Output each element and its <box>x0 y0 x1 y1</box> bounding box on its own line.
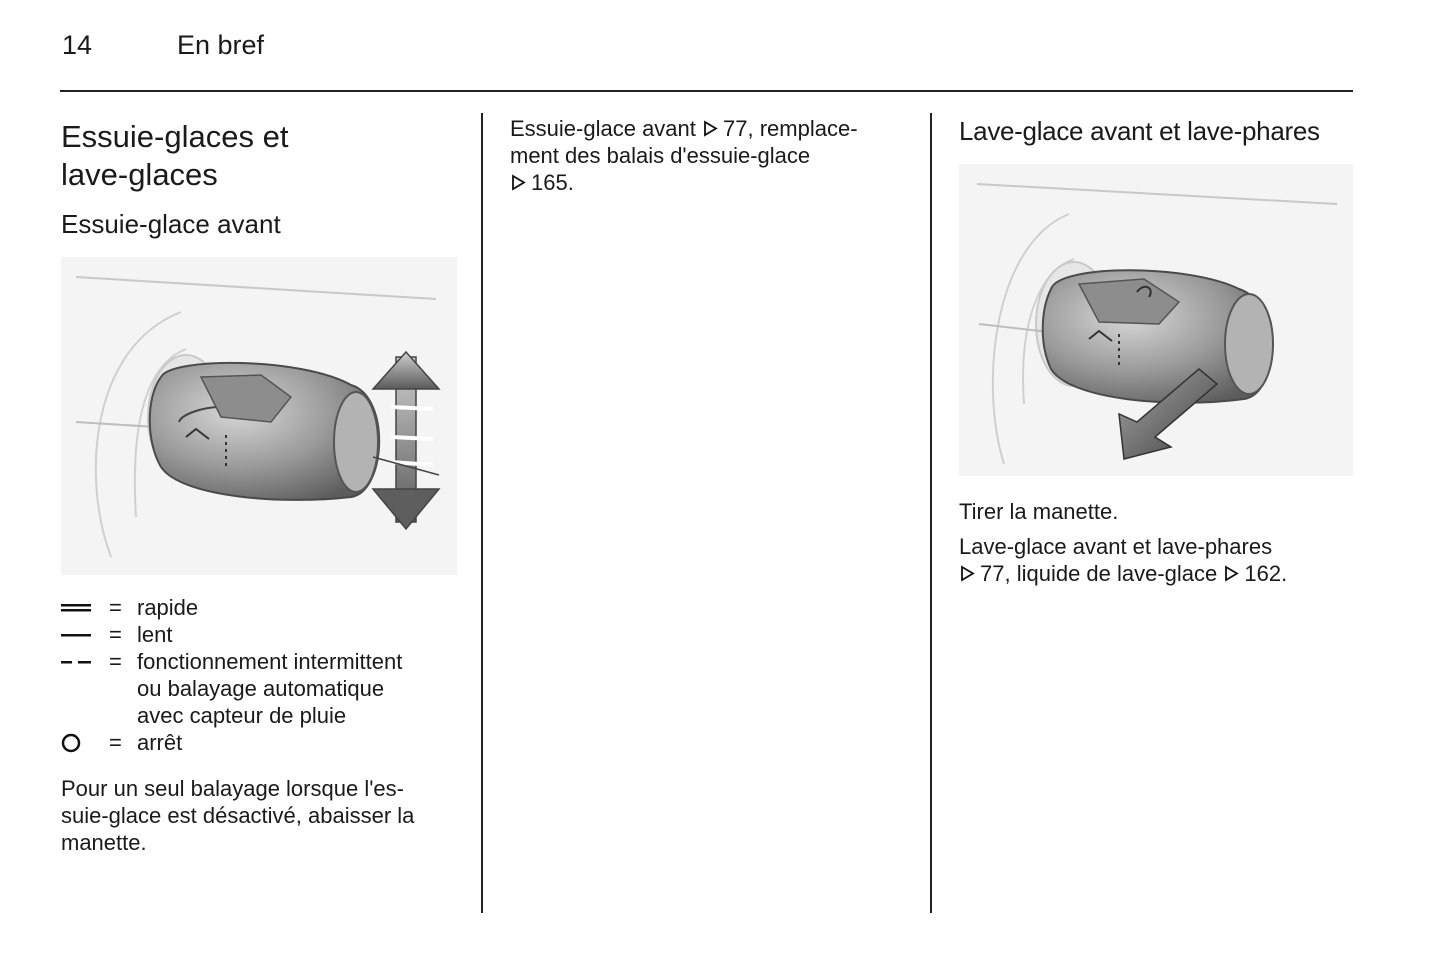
legend-text: ou balayage automatique <box>137 676 385 701</box>
legend-text: avec capteur de pluie <box>137 703 347 728</box>
column-references <box>510 113 910 196</box>
reference-line: Lave-glace avant et lave-phares <box>959 534 1273 559</box>
legend-equals: = <box>109 730 122 755</box>
reference-text: Essuie-glace avant <box>510 116 696 141</box>
page-reference-arrow-icon <box>702 120 719 137</box>
header-rule <box>60 90 1353 92</box>
legend-text: rapide <box>137 595 199 620</box>
reference-link[interactable]: 77, liquide de lave-glace <box>980 561 1218 586</box>
section-title <box>61 118 461 194</box>
reference-paragraph <box>510 115 910 196</box>
legend-row-arret <box>61 729 461 756</box>
paragraph-line: Pour un seul balayage lorsque l'es- <box>61 776 404 801</box>
washer-stalk-figure <box>959 164 1353 476</box>
reference-link[interactable]: 162. <box>1244 561 1288 586</box>
subsection-title: Essuie-glace avant <box>61 209 281 239</box>
legend-text: lent <box>137 622 173 647</box>
dashed-line-icon <box>61 648 95 675</box>
legend-equals: = <box>109 622 122 647</box>
page-reference-arrow-icon <box>959 565 976 582</box>
legend-row-rapide <box>61 594 461 621</box>
legend-row-lent <box>61 621 461 648</box>
reference-line <box>959 560 1359 587</box>
legend-equals: = <box>109 649 122 674</box>
chapter-title: En bref <box>177 30 265 60</box>
single-line-icon <box>61 621 95 648</box>
double-line-icon <box>61 594 95 621</box>
wiper-stalk-figure <box>61 257 457 575</box>
reference-link[interactable]: 77, remplace- <box>723 116 858 141</box>
legend-text: arrêt <box>137 730 183 755</box>
column-divider-1 <box>481 113 483 913</box>
legend-row-intermittent <box>61 648 461 729</box>
reference-line: ment des balais d'essuie-glace <box>510 143 811 168</box>
paragraph-line: suie-glace est désactivé, abaisser la <box>61 803 415 828</box>
legend-text: fonctionnement intermittent <box>137 649 403 674</box>
circle-off-icon <box>61 729 95 756</box>
column-washer <box>959 113 1359 587</box>
paragraph-line: manette. <box>61 830 147 855</box>
reference-line <box>510 115 910 142</box>
legend-equals: = <box>109 595 122 620</box>
page-reference-arrow-icon <box>1223 565 1240 582</box>
page-reference-arrow-icon <box>510 174 527 191</box>
column-wipers <box>61 113 461 856</box>
washer-instruction: Tirer la manette. <box>959 499 1119 524</box>
single-wipe-paragraph <box>61 775 461 856</box>
page-number: 14 <box>62 30 93 60</box>
switch-position-legend <box>61 594 461 756</box>
reference-line <box>510 169 910 196</box>
section-title-line-2: lave-glaces <box>61 157 218 192</box>
column-divider-2 <box>930 113 932 913</box>
washer-section-title: Lave-glace avant et lave-phares <box>959 116 1320 146</box>
reference-link[interactable]: 165. <box>531 170 574 195</box>
washer-reference-paragraph <box>959 533 1359 587</box>
section-title-line-1: Essuie-glaces et <box>61 119 289 154</box>
